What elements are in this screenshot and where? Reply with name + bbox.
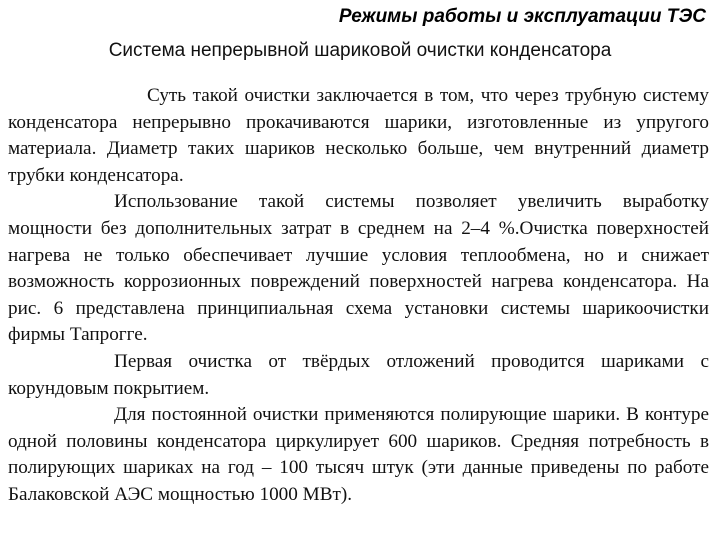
paragraph-2: Использование такой системы позволяет увеличить выработку мощности без дополнительных затрат в среднем на 2–4 %.Очистка поверхностей нагрева не только обеспечивает лучшие условия теплообмена, но и снижает возможность коррозионных повреждений поверхностей нагрева конденсатора. На рис. 6 представлена принципиальная схема установки системы шарикоочистки фирмы Тапрогге. bbox=[8, 191, 709, 346]
slide-title: Система непрерывной шариковой очистки конденсатора bbox=[108, 40, 612, 61]
paragraph-1: Суть такой очистки заключается в том, что через трубную систему конденсатора непрерывно прокачиваются шарики, изготовленные из упругого материала. Диаметр таких шариков несколько больше, чем внутренний диаметр трубки конденсатора. bbox=[8, 85, 709, 186]
paragraph-3: Первая очистка от твёрдых отложений проводится шариками с корундовым покрытием. bbox=[8, 350, 709, 399]
body-text bbox=[8, 83, 709, 509]
slide-header: Режимы работы и эксплуатации ТЭС bbox=[338, 6, 706, 27]
paragraph-4: Для постоянной очистки применяются полирующие шарики. В контуре одной половины конденсатора циркулирует 600 шариков. Средняя потребность в полирующих шариках на год – 100 тысяч штук (эти данные приведены по работе Балаковской АЭС мощностью 1000 МВт). bbox=[8, 404, 709, 505]
